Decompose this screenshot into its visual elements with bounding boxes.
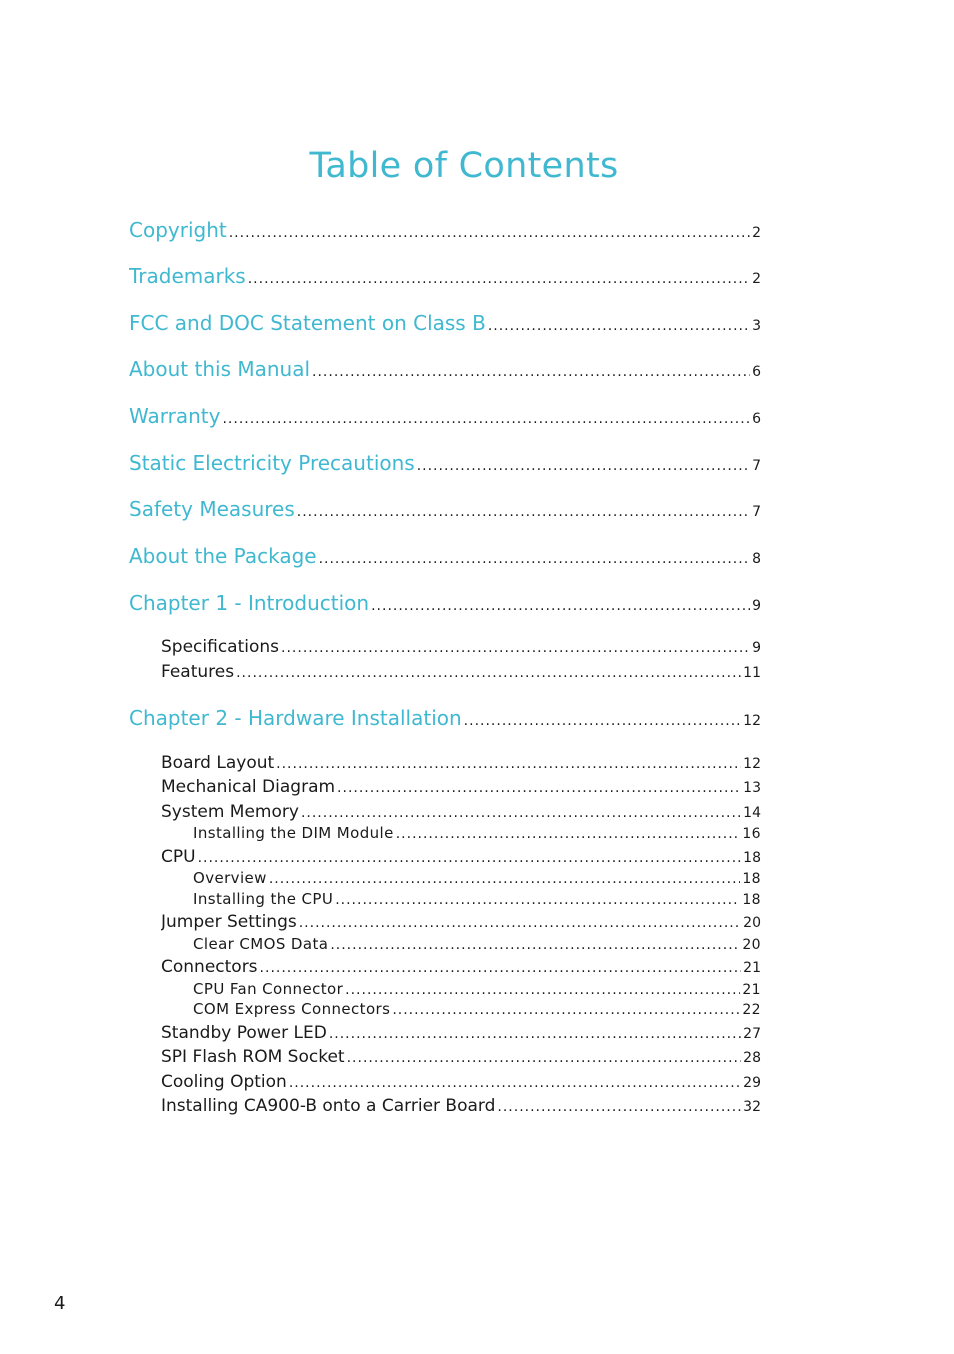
toc-entry-label: Installing CA900-B onto a Carrier Board [161, 1096, 496, 1116]
dot-leader [347, 1050, 742, 1066]
toc-entry-installing-dim[interactable] [193, 824, 761, 845]
dot-leader [281, 640, 750, 656]
toc-entry-connectors[interactable] [161, 957, 761, 981]
dot-leader [299, 915, 741, 931]
toc-entry-label: Specifications [161, 637, 280, 657]
toc-entry-label: About this Manual [129, 357, 311, 381]
toc-entry-label: Chapter 1 - Introduction [129, 591, 370, 615]
toc-entry-page: 16 [742, 826, 761, 842]
toc-entry-page: 11 [743, 665, 761, 681]
toc-entry-label: Safety Measures [129, 497, 295, 521]
toc-entry-static-electricity[interactable] [129, 451, 761, 479]
dot-leader [222, 411, 750, 427]
dot-leader [260, 960, 742, 976]
toc-entry-label: About the Package [129, 544, 317, 568]
dot-leader [392, 1002, 740, 1018]
toc-entry-clear-cmos[interactable] [193, 935, 761, 956]
toc-entry-page: 7 [752, 458, 761, 474]
toc-entry-label: Standby Power LED [161, 1023, 327, 1043]
toc-entry-installing-cpu[interactable] [193, 890, 761, 911]
toc-entry-label: System Memory [161, 802, 299, 822]
toc-entry-com-express-connectors[interactable] [193, 1000, 761, 1021]
dot-leader [371, 598, 750, 614]
dot-leader [312, 364, 750, 380]
toc-entry-page: 2 [752, 271, 761, 287]
toc-entry-specifications[interactable] [161, 637, 761, 661]
toc-entry-warranty[interactable] [129, 404, 761, 432]
toc-entry-label: CPU Fan Connector [193, 980, 344, 998]
toc-entry-jumper-settings[interactable] [161, 912, 761, 936]
toc-entry-page: 12 [743, 713, 761, 729]
toc-entry-label: SPI Flash ROM Socket [161, 1047, 345, 1067]
toc-entry-page: 20 [743, 915, 761, 931]
dot-leader [488, 318, 750, 334]
dot-leader [297, 504, 750, 520]
toc-entry-label: Static Electricity Precautions [129, 451, 415, 475]
toc-entry-fcc-statement[interactable] [129, 311, 761, 339]
dot-leader [330, 937, 740, 953]
toc-entry-page: 21 [742, 982, 761, 998]
toc-entry-label: Warranty [129, 404, 221, 428]
toc-entry-label: Mechanical Diagram [161, 777, 336, 797]
toc-entry-page: 18 [743, 850, 761, 866]
toc-entry-label: CPU [161, 847, 196, 867]
page-number: 4 [54, 1293, 66, 1314]
dot-leader [497, 1099, 741, 1115]
toc-entry-chapter-1[interactable] [129, 591, 761, 619]
toc-entry-spi-flash-rom[interactable] [161, 1047, 761, 1071]
toc-entry-label: Chapter 2 - Hardware Installation [129, 706, 462, 730]
toc-entry-cooling-option[interactable] [161, 1072, 761, 1096]
toc-entry-label: Connectors [161, 957, 258, 977]
toc-entry-label: Trademarks [129, 264, 246, 288]
toc-entry-page: 18 [742, 892, 761, 908]
toc-entry-mechanical-diagram[interactable] [161, 777, 761, 801]
toc-entry-page: 29 [743, 1075, 761, 1091]
toc-entry-overview[interactable] [193, 869, 761, 890]
toc-entry-page: 21 [743, 960, 761, 976]
toc-entry-label: Installing the CPU [193, 890, 334, 908]
toc-entry-label: COM Express Connectors [193, 1000, 391, 1018]
toc-entry-page: 28 [743, 1050, 761, 1066]
toc-entry-page: 18 [742, 871, 761, 887]
dot-leader [301, 805, 741, 821]
dot-leader [198, 850, 742, 866]
toc-entry-label: Clear CMOS Data [193, 935, 329, 953]
toc-entry-page: 22 [742, 1002, 761, 1018]
dot-leader [289, 1075, 741, 1091]
toc-entry-page: 6 [752, 411, 761, 427]
toc-entry-label: Overview [193, 869, 267, 887]
toc-entry-cpu-fan-connector[interactable] [193, 980, 761, 1001]
toc-entry-copyright[interactable] [129, 218, 761, 246]
toc-entry-installing-carrier-board[interactable] [161, 1096, 761, 1120]
toc-entry-page: 20 [742, 937, 761, 953]
toc-entry-trademarks[interactable] [129, 264, 761, 292]
toc-entry-page: 14 [743, 805, 761, 821]
toc-entry-label: Board Layout [161, 753, 275, 773]
toc-entry-label: FCC and DOC Statement on Class B [129, 311, 486, 335]
toc-entry-page: 9 [752, 640, 761, 656]
dot-leader [335, 892, 740, 908]
dot-leader [236, 665, 741, 681]
toc-entry-page: 2 [752, 225, 761, 241]
toc-entry-about-package[interactable] [129, 544, 761, 572]
dot-leader [396, 826, 741, 842]
toc-entry-chapter-2[interactable] [129, 706, 761, 734]
toc-entry-label: Installing the DIM Module [193, 824, 394, 842]
toc-entry-label: Features [161, 662, 235, 682]
dot-leader [319, 551, 751, 567]
dot-leader [345, 982, 740, 998]
dot-leader [269, 871, 741, 887]
dot-leader [417, 458, 750, 474]
toc-entry-features[interactable] [161, 662, 761, 686]
toc-entry-cpu[interactable] [161, 847, 761, 871]
dot-leader [276, 756, 741, 772]
toc-entry-page: 9 [752, 598, 761, 614]
toc-entry-label: Jumper Settings [161, 912, 297, 932]
toc-entry-page: 27 [743, 1026, 761, 1042]
toc-entry-label: Cooling Option [161, 1072, 287, 1092]
page-title: Table of Contents [309, 146, 619, 186]
toc-entry-system-memory[interactable] [161, 802, 761, 826]
dot-leader [248, 271, 750, 287]
toc-entry-board-layout[interactable] [161, 753, 761, 777]
toc-entry-safety-measures[interactable] [129, 497, 761, 525]
dot-leader [337, 780, 741, 796]
toc-entry-standby-power-led[interactable] [161, 1023, 761, 1047]
toc-entry-page: 6 [752, 364, 761, 380]
toc-entry-page: 32 [743, 1099, 761, 1115]
toc-entry-page: 12 [743, 756, 761, 772]
toc-entry-page: 3 [752, 318, 761, 334]
dot-leader [329, 1026, 741, 1042]
toc-entry-page: 7 [752, 504, 761, 520]
toc-entry-label: Copyright [129, 218, 227, 242]
dot-leader [464, 713, 742, 729]
dot-leader [229, 225, 750, 241]
toc-entry-page: 8 [752, 551, 761, 567]
toc-entry-about-manual[interactable] [129, 357, 761, 385]
toc-entry-page: 13 [743, 780, 761, 796]
